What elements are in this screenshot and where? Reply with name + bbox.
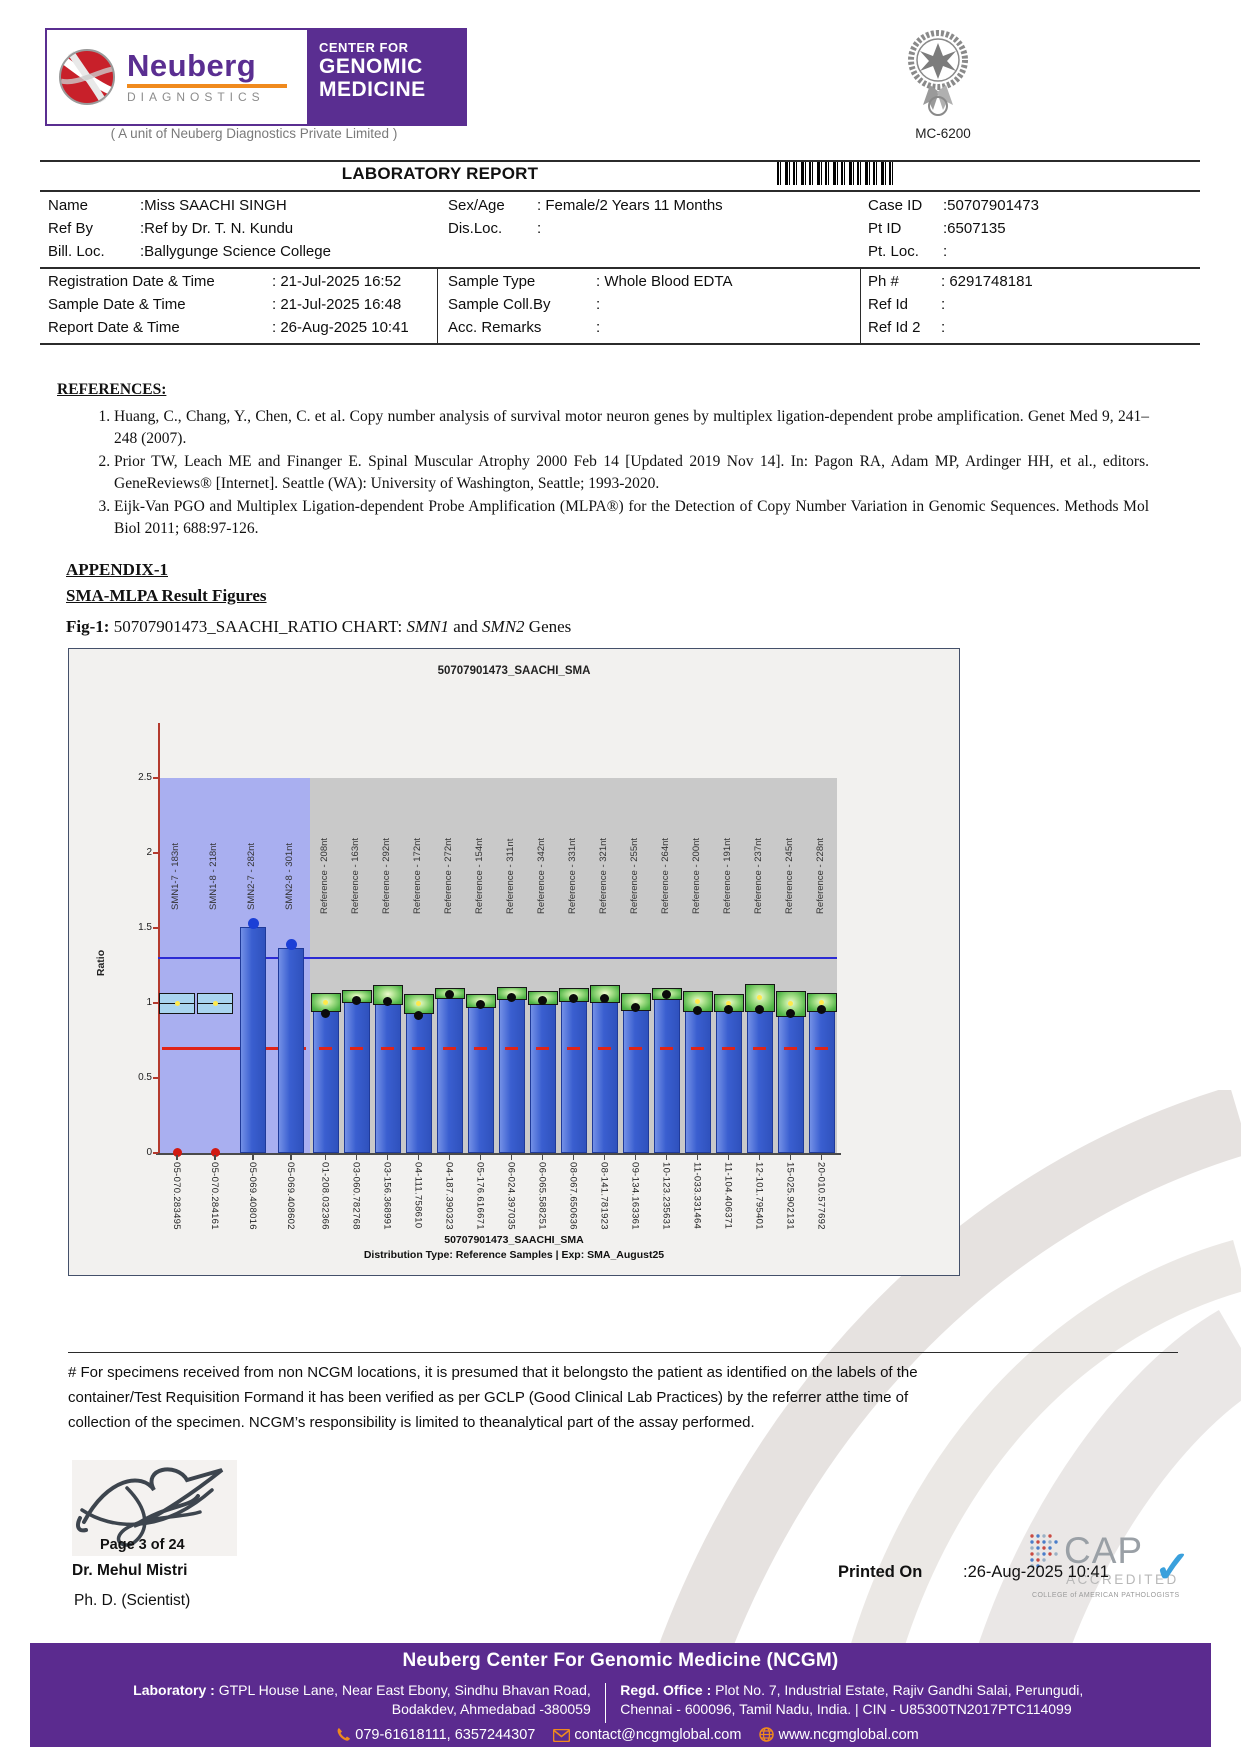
footer-laboratory-address: Laboratory : GTPL House Lane, Near East Ebony, Sindhu Bhavan Road, Bodakdev, Ahmedabad -380059 [133,1682,591,1717]
chart-y-tick-label: 2.5 [138,772,152,783]
field-label: Sample Type [448,273,536,290]
barcode [777,162,894,185]
chart-range-mid-dot [695,999,700,1004]
field-value: : 26-Aug-2025 10:41 [272,319,409,336]
chart-lower-threshold-dash [598,1047,611,1050]
chart-x-label: 04-111.758610 [412,1162,424,1229]
chart-y-tick-label: 0.5 [138,1072,152,1083]
chart-x-tick [635,1155,637,1160]
brand-subtitle: DIAGNOSTICS [127,89,265,104]
chart-x-tick [728,1155,730,1160]
brand-underline [127,84,287,88]
divider [40,267,1200,269]
chart-probe-label: Reference - 311nt [504,838,516,914]
chart-x-label: 09-134.163361 [629,1162,641,1230]
chart-y-tick [153,777,158,779]
footer-website[interactable]: www.ncgmglobal.com [778,1727,919,1743]
chart-y-tick-label: 0 [146,1147,152,1158]
chart-y-tick-label: 1 [146,997,152,1008]
figure-caption: Fig-1: 50707901473_SAACHI_RATIO CHART: SMN1 and SMN2 Genes [66,617,572,636]
chart-y-tick [153,927,158,929]
chart-lower-threshold-dash [722,1047,735,1050]
chart-x-tick [573,1155,575,1160]
chart-lower-threshold-dash [567,1047,580,1050]
chart-bar [313,1009,339,1153]
chart-lower-threshold-dash [691,1047,704,1050]
divider [68,1352,1178,1353]
chart-x-tick [418,1155,420,1160]
chart-x-label: 08-141.781923 [598,1162,610,1230]
chart-bar [561,997,587,1153]
field-value: :Ballygunge Science College [140,243,331,260]
chart-lower-threshold-dash [412,1047,425,1050]
field-label: Pt. Loc. [868,243,919,260]
chart-probe-label: Reference - 342nt [535,837,547,915]
field-label: Ref Id [868,296,909,313]
field-label: Dis.Loc. [448,220,503,237]
field-value: : [941,319,946,336]
chart-probe-label: SMN2-8 - 301nt [284,842,295,910]
chart-probe-label: Reference - 200nt [690,837,702,915]
chart-bar [406,1011,432,1154]
footer-contact-row [30,1727,1211,1746]
field-value: : [596,319,601,336]
chart-data-point [321,1009,330,1018]
chart-x-axis [156,1153,841,1155]
chart-x-tick [449,1155,451,1160]
chart-x-label: 11-104.406371 [722,1162,734,1230]
field-label: Bill. Loc. [48,243,105,260]
accreditation-seal-icon [906,28,970,120]
chart-x-label: 04-187.390323 [443,1162,455,1230]
field-value: : 21-Jul-2025 16:48 [272,296,402,313]
chart-bar [468,1003,494,1153]
chart-x-tick [252,1155,254,1160]
chart-y-tick [153,1077,158,1079]
field-value: :6507135 [943,220,1006,237]
chart-lower-threshold-dash [784,1047,797,1050]
reference-item: 2. Prior TW, Leach ME and Finanger E. Spinal Muscular Atrophy 2000 Feb 14 [Updated 2019 Nov 14]. In: Pagon RA, Adam MP, Ardinger HH, et al., editors. GeneReviews® [Internet]. Seattle (WA): University of Washington, Seattle; 1993-2020. [114,451,1149,494]
cap-text: CAP [1064,1530,1144,1571]
chart-bar [685,1008,711,1154]
chart-bar [778,1012,804,1153]
chart-x-tick [511,1155,513,1160]
cap-college-text: COLLEGE of AMERICAN PATHOLOGISTS [1032,1592,1180,1599]
chart-probe-label: Reference - 331nt [566,837,578,915]
signatory-name: Dr. Mehul Mistri [72,1562,188,1579]
chart-bar [592,999,618,1154]
chart-x-label: 05-070.284161 [209,1162,220,1230]
chart-x-tick [790,1155,792,1160]
chart-x-label: 05-069.408602 [285,1162,296,1230]
chart-data-point [631,1003,640,1012]
chart-lower-threshold-dash [319,1047,332,1050]
chart-x-tick [697,1155,699,1160]
chart-data-point [600,994,609,1003]
chart-bar [437,994,463,1153]
chart-x-tick [480,1155,482,1160]
field-value: : 21-Jul-2025 16:52 [272,273,402,290]
chart-data-point [755,1005,764,1014]
field-label: Case ID [868,197,923,214]
field-label: Ref By [48,220,94,237]
chart-bar [530,1000,556,1153]
chart-probe-label: SMN1-8 - 218nt [208,842,219,910]
divider [40,160,1200,162]
chart-bar [499,996,525,1154]
field-value: : [941,296,946,313]
chart-x-label: 03-156.368991 [381,1162,393,1230]
chart-lower-threshold-dash [350,1047,363,1050]
field-value: :Miss SAACHI SINGH [140,197,287,214]
chart-bar [375,1000,401,1153]
chart-bar [623,1006,649,1153]
field-label: Name [48,197,89,214]
chart-probe-label: Reference - 237nt [752,837,764,915]
chart-x-tick [666,1155,668,1160]
chart-bar [716,1008,742,1154]
chart-x-label: 05-176.616671 [474,1162,486,1230]
field-label: Acc. Remarks [448,319,542,336]
chart-x-label: 15-025.902131 [784,1162,796,1230]
chart-probe-label: Reference - 163nt [349,837,361,915]
field-label: Sex/Age [448,197,505,214]
chart-probe-label: SMN2-7 - 282nt [246,842,257,910]
chart-range-mid-dot [175,1001,180,1006]
email-icon [553,1729,570,1746]
chart-y-axis-label: Ratio [95,949,107,977]
chart-x-label: 01-208.032366 [319,1162,331,1230]
mc-code: MC-6200 [915,126,971,141]
chart-x-tick [387,1155,389,1160]
chart-data-point [352,996,361,1005]
field-label: Registration Date & Time [48,273,215,290]
chart-data-point [507,993,516,1002]
chart-x-tick [325,1155,327,1160]
field-label: Ref Id 2 [868,319,921,336]
chart-probe-label: Reference - 321nt [597,837,609,915]
chart-data-point [569,994,578,1003]
field-label: Ph # [868,273,899,290]
chart-lower-threshold-dash [815,1047,828,1050]
footer-phone[interactable]: 079-61618111, 6357244307 [355,1727,536,1743]
chart-x-label: 10-123.235631 [660,1162,672,1230]
field-label: Report Date & Time [48,319,180,336]
divider [860,267,861,343]
chart-probe-label: Reference - 245nt [783,837,795,915]
chart-y-axis [158,723,160,1153]
chart-data-point [662,990,671,999]
chart-x-tick [356,1155,358,1160]
field-value: : [943,243,948,260]
chart-title: 50707901473_SAACHI_SMA [437,665,591,677]
chart-bar [747,1008,773,1154]
footer-regd-office-address: Regd. Office : Plot No. 7, Industrial Estate, Rajiv Gandhi Salai, Perungudi, Chennai - 600096, Tamil Nadu, India. | CIN - U85300TN2017PTC114099 [620,1682,1084,1717]
reference-item: 1. Huang, C., Chang, Y., Chen, C. et al. Copy number analysis of survival motor neuron genes by multiplex ligation-dependent probe amplification. Genet Med 9, 241–248 (2007). [114,406,1149,449]
chart-lower-threshold-dash [474,1047,487,1050]
field-value: :50707901473 [943,197,1039,214]
chart-bar [278,948,304,1154]
field-value: : Female/2 Years 11 Months [537,197,723,214]
chart-probe-label: SMN1-7 - 183nt [170,842,181,910]
chart-probe-label: Reference - 208nt [318,837,330,915]
chart-range-mid-dot [213,1001,218,1006]
chart-lower-threshold-dash [660,1047,673,1050]
chart-data-point [693,1006,702,1015]
chart-x-label: 08-067.650636 [567,1162,579,1230]
chart-data-point [383,997,392,1006]
chart-x-label: 06-024.397035 [505,1162,517,1230]
chart-x-label: 05-070.283495 [171,1162,182,1230]
chart-footer-title: 50707901473_SAACHI_SMA [444,1234,584,1246]
unit-note: ( A unit of Neuberg Diagnostics Private Limited ) [110,126,398,141]
chart-x-tick [214,1155,216,1160]
chart-y-tick [153,1002,158,1004]
divider [437,267,438,343]
chart-x-label: 20-010.577692 [815,1162,827,1230]
chart-probe-label: Reference - 228nt [814,837,826,915]
chart-y-tick-label: 1.5 [138,922,152,933]
chart-lower-threshold-dash [443,1047,456,1050]
field-value: : [596,296,601,313]
chart-x-tick [290,1155,292,1160]
disclaimer-text: # For specimens received from non NCGM locations, it is presumed that it belongsto the patient as identified on the labels of the container/Test Requisition Formand it has been verified as per GCLP (Good Clinical Lab Practices) by the referrer atthe time of collection of the specimen. NCGM’s responsibility is limited to theanalytical part of the assay performed. [68,1364,918,1431]
chart-lower-threshold-dash [753,1047,766,1050]
chart-lower-threshold-dash [629,1047,642,1050]
chart-probe-label: Reference - 264nt [659,837,671,915]
field-value: : Whole Blood EDTA [596,273,733,290]
chart-lower-threshold-dash [505,1047,518,1050]
chart-data-point [724,1005,733,1014]
globe-icon [759,1727,774,1746]
chart-data-point [414,1011,423,1020]
neuberg-logo [45,28,467,126]
references-list [78,406,1149,541]
chart-probe-label: Reference - 172nt [411,837,423,915]
page-number: Page 3 of 24 [100,1537,185,1553]
chart-probe-label: Reference - 255nt [628,837,640,915]
footer-title: Neuberg Center For Genomic Medicine (NCGM) [402,1650,839,1671]
chart-x-tick [604,1155,606,1160]
chart-probe-label: Reference - 154nt [473,837,485,915]
chart-x-label: 06-065.588251 [536,1162,548,1230]
chart-data-point [817,1005,826,1014]
chart-probe-label: Reference - 292nt [380,837,392,915]
chart-bar [654,996,680,1154]
chart-probe-label: Reference - 272nt [442,837,454,915]
chart-data-point [476,1000,485,1009]
footer-email[interactable]: contact@ncgmglobal.com [574,1727,742,1743]
printed-on-value: :26-Aug-2025 10:41 [963,1563,1109,1581]
chart-data-point [445,990,454,999]
chart-probe-label: Reference - 191nt [721,837,733,915]
checkmark-icon: ✓ [1154,1543,1191,1592]
field-label: Sample Date & Time [48,296,186,313]
signatory-title: Ph. D. (Scientist) [74,1592,191,1609]
appendix-title: APPENDIX-1 [66,560,168,579]
field-value: :Ref by Dr. T. N. Kundu [140,220,294,237]
chart-x-label: 11-033.331464 [691,1162,703,1230]
chart-x-tick [542,1155,544,1160]
printed-on-label: Printed On [838,1563,923,1581]
chart-y-tick [153,1152,158,1154]
chart-y-tick [153,852,158,854]
chart-x-tick [821,1155,823,1160]
chart-y-tick-label: 2 [146,847,152,858]
chart-x-label: 03-060.782768 [350,1162,362,1230]
chart-x-label: 05-069.408016 [247,1162,258,1230]
brand-name: Neuberg [127,47,257,83]
chart-data-point [786,1009,795,1018]
chart-lower-threshold-dash [536,1047,549,1050]
chart-x-tick [759,1155,761,1160]
references-heading: REFERENCES: [57,381,167,398]
chart-data-point [538,996,547,1005]
chart-lower-threshold-dash [381,1047,394,1050]
reference-item: 3. Eijk-Van PGO and Multiplex Ligation-dependent Probe Amplification (MLPA®) for the Detection of Copy Number Variation in Genomic Sequences. Methods Mol Biol 2011; 688:97-126. [114,496,1149,539]
chart-x-label: 12-101.795401 [753,1162,765,1230]
phone-icon [336,1727,351,1746]
divider [605,1683,607,1723]
chart-range-mid-dot [323,1000,328,1005]
chart-bar [809,1008,835,1154]
divider [40,190,1200,192]
cap-accredited-text: ACCREDITED [1066,1572,1179,1587]
neuberg-globe-icon [57,47,117,107]
footer [30,1643,1211,1747]
field-value: : [537,220,542,237]
field-label: Pt ID [868,220,902,237]
chart-bar [344,999,370,1154]
divider [40,343,1200,345]
field-value: : 6291748181 [941,273,1033,290]
chart-x-tick [176,1155,178,1160]
appendix-subtitle: SMA-MLPA Result Figures [66,586,267,605]
field-label: Sample Coll.By [448,296,551,313]
page-title: LABORATORY REPORT [341,164,539,183]
mlpa-ratio-chart [68,648,960,1276]
chart-footer-subtitle: Distribution Type: Reference Samples | Exp: SMA_August25 [363,1249,665,1261]
center-for-genomic-medicine-badge: CENTER FOR GENOMIC MEDICINE [307,30,465,124]
